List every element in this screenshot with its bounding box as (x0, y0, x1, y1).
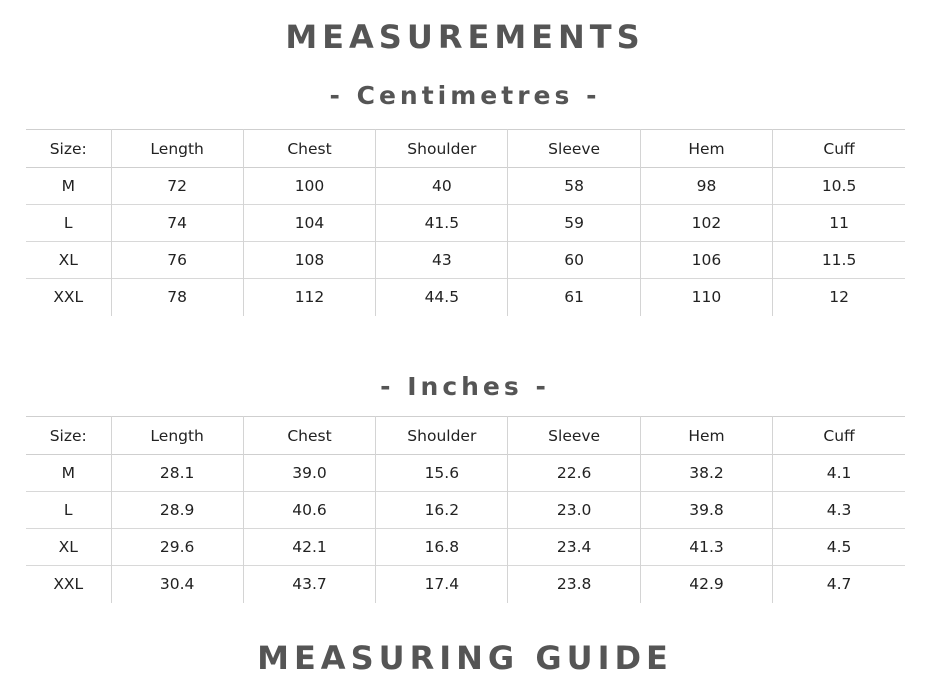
cell-hem: 38.2 (640, 455, 772, 492)
cell-length: 72 (111, 168, 243, 205)
cell-sleeve: 23.4 (508, 529, 640, 566)
cell-shoulder: 16.8 (376, 529, 508, 566)
table-row (26, 168, 905, 205)
table-row (26, 455, 905, 492)
cell-chest: 100 (243, 168, 375, 205)
cell-shoulder: 44.5 (376, 279, 508, 316)
cell-hem: 106 (640, 242, 772, 279)
cell-length: 74 (111, 205, 243, 242)
cell-length: 29.6 (111, 529, 243, 566)
header-hem: Hem (640, 130, 772, 168)
table-header-row (26, 130, 905, 168)
cell-cuff: 4.7 (773, 566, 905, 603)
cell-hem: 98 (640, 168, 772, 205)
cell-length: 76 (111, 242, 243, 279)
header-size: Size: (49, 426, 87, 445)
header-cuff: Cuff (773, 130, 905, 168)
table-row (26, 566, 905, 603)
cell-shoulder: 15.6 (376, 455, 508, 492)
cell-sleeve: 61 (508, 279, 640, 316)
table-row (26, 279, 905, 316)
cell-chest: 39.0 (243, 455, 375, 492)
cell-chest: 108 (243, 242, 375, 279)
cell-chest: 43.7 (243, 566, 375, 603)
cell-cuff: 12 (773, 279, 905, 316)
cell-size: L (63, 214, 73, 232)
table-header-row (26, 417, 905, 455)
cell-size: M (61, 464, 75, 482)
cell-cuff: 11 (773, 205, 905, 242)
cell-cuff: 4.5 (773, 529, 905, 566)
page-title: MEASUREMENTS (285, 18, 645, 56)
centimetres-heading: - Centimetres - (329, 81, 601, 110)
cell-shoulder: 17.4 (376, 566, 508, 603)
cell-sleeve: 59 (508, 205, 640, 242)
table-row (26, 529, 905, 566)
inches-heading: - Inches - (380, 372, 550, 401)
header-length: Length (111, 417, 243, 455)
cell-sleeve: 23.8 (508, 566, 640, 603)
header-sleeve: Sleeve (508, 130, 640, 168)
header-shoulder: Shoulder (376, 130, 508, 168)
inches-table (26, 416, 905, 603)
cell-hem: 39.8 (640, 492, 772, 529)
cell-hem: 102 (640, 205, 772, 242)
cell-chest: 40.6 (243, 492, 375, 529)
header-size: Size: (49, 139, 87, 158)
table-row (26, 205, 905, 242)
cell-hem: 110 (640, 279, 772, 316)
header-shoulder: Shoulder (376, 417, 508, 455)
cell-shoulder: 43 (376, 242, 508, 279)
cell-cuff: 10.5 (773, 168, 905, 205)
cell-length: 30.4 (111, 566, 243, 603)
cell-sleeve: 23.0 (508, 492, 640, 529)
cell-chest: 42.1 (243, 529, 375, 566)
header-chest: Chest (243, 417, 375, 455)
cell-sleeve: 58 (508, 168, 640, 205)
cell-hem: 41.3 (640, 529, 772, 566)
cell-size: XXL (53, 288, 84, 307)
cell-cuff: 4.1 (773, 455, 905, 492)
cell-shoulder: 41.5 (376, 205, 508, 242)
cell-sleeve: 60 (508, 242, 640, 279)
cell-cuff: 11.5 (773, 242, 905, 279)
cell-size: M (61, 177, 75, 195)
cell-size: XL (58, 538, 78, 556)
header-length: Length (111, 130, 243, 168)
cell-size: XXL (53, 575, 84, 594)
cell-shoulder: 16.2 (376, 492, 508, 529)
table-row (26, 492, 905, 529)
cell-length: 28.9 (111, 492, 243, 529)
cell-size: L (63, 501, 73, 519)
measuring-guide-title: MEASURING GUIDE (257, 639, 673, 677)
cell-size: XL (58, 251, 78, 269)
cell-cuff: 4.3 (773, 492, 905, 529)
cell-shoulder: 40 (376, 168, 508, 205)
header-cuff: Cuff (773, 417, 905, 455)
centimetres-table (26, 129, 905, 316)
header-hem: Hem (640, 417, 772, 455)
cell-chest: 104 (243, 205, 375, 242)
cell-length: 78 (111, 279, 243, 316)
header-sleeve: Sleeve (508, 417, 640, 455)
cell-hem: 42.9 (640, 566, 772, 603)
header-chest: Chest (243, 130, 375, 168)
table-row (26, 242, 905, 279)
cell-sleeve: 22.6 (508, 455, 640, 492)
cell-chest: 112 (243, 279, 375, 316)
cell-length: 28.1 (111, 455, 243, 492)
